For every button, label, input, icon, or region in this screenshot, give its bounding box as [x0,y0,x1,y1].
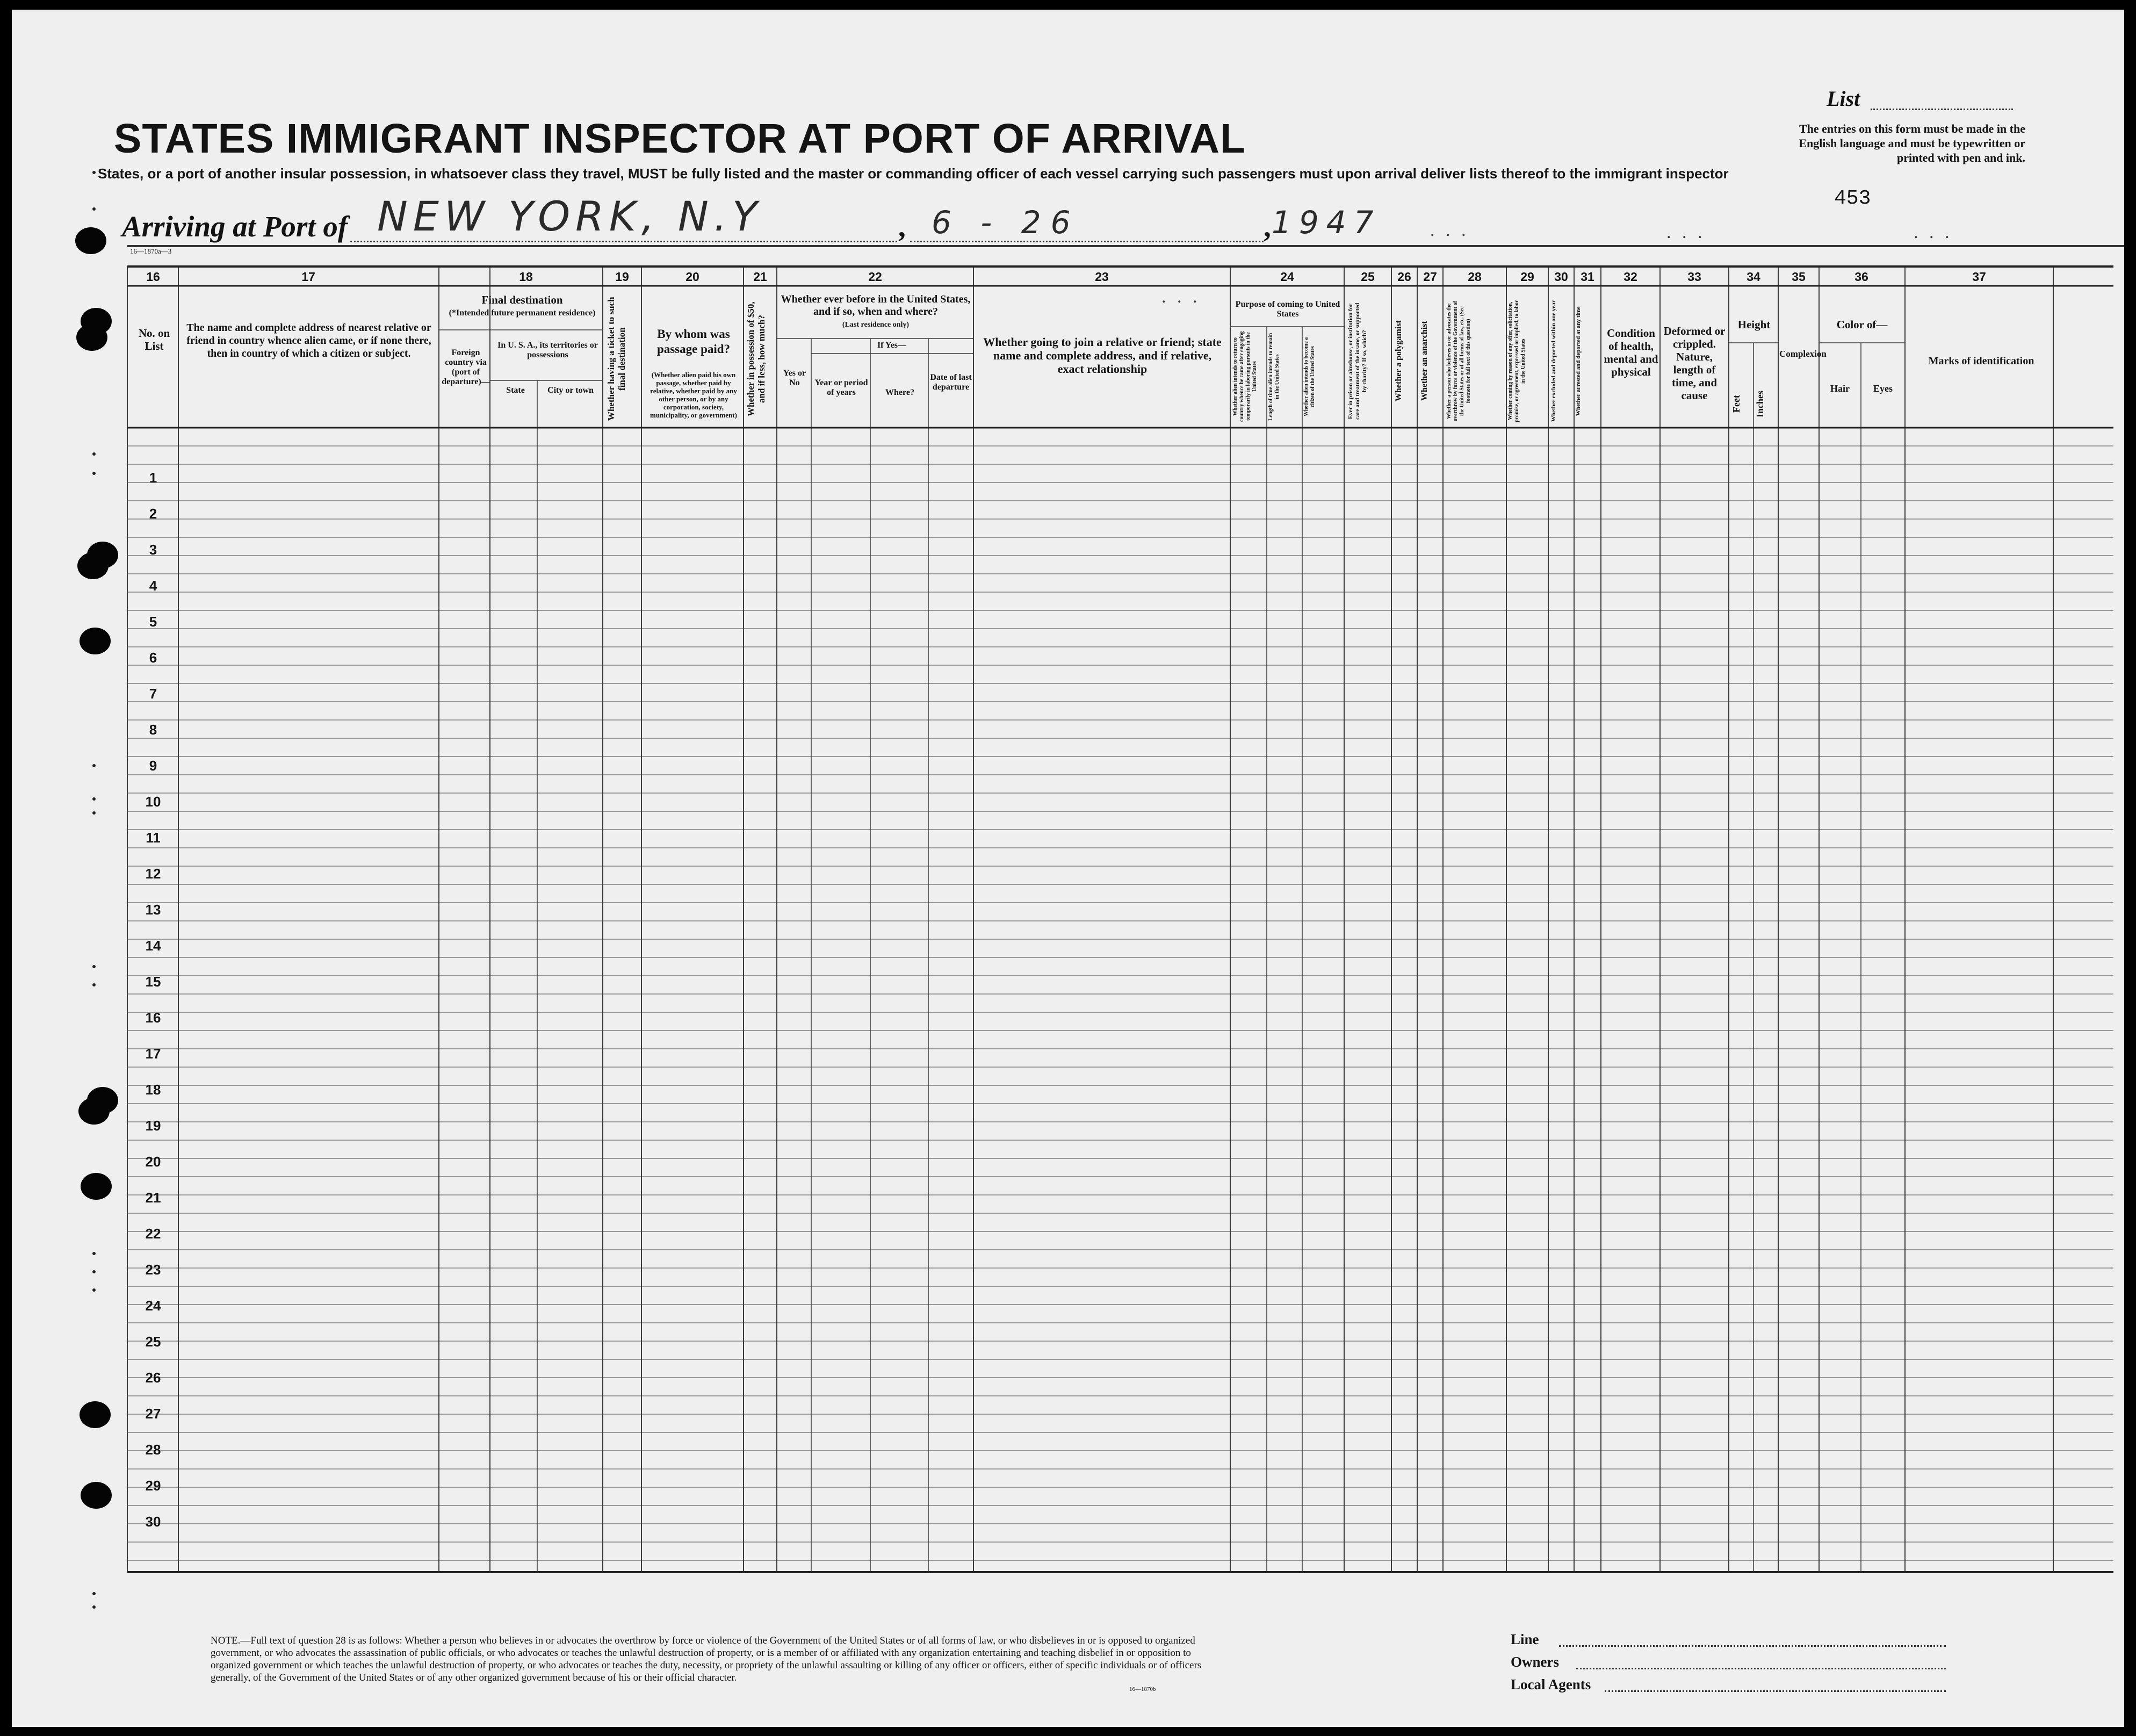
stray-marks: . . . [1666,222,1706,242]
column-number: 37 [1972,270,1986,284]
header-date-last-departure: Date of last departure [930,373,972,392]
header-nearest-relative: The name and complete address of nearest relative or friend in country whence alien came, or if none there, then in country of which a citizen or subject. [186,322,431,359]
column-number: 23 [1095,270,1109,284]
row-number: 19 [145,1118,161,1134]
manifest-grid [12,10,2124,1727]
header-polygamist: Whether a polygamist [1394,320,1403,402]
row-number: 11 [146,830,161,846]
header-before-in-us-note: (Last residence only) [842,321,910,329]
stray-marks: . . . [1914,222,1953,242]
header-passage-paid-note: (Whether alien paid his own passage, whether paid by relative, whether paid by any other person, or by any corporation, society, municipality, or government) [650,371,737,419]
binder-mark [92,965,96,968]
local-agents-label: Local Agents [1511,1676,1591,1692]
column-number: 20 [685,270,699,284]
header-labor-offer: Whether coming by reason of any offer, solicitation, promise, or agreement, expressed or implied, to labor in the United States [1507,300,1526,422]
owners-label: Owners [1511,1654,1559,1670]
binder-mark [92,1605,96,1609]
binder-mark [92,1270,96,1273]
column-number: 26 [1397,270,1411,284]
column-number: 34 [1747,270,1760,284]
binder-mark [92,764,96,767]
column-number: 19 [615,270,629,284]
header-final-destination: Final destination [481,293,563,306]
header-where: Where? [885,388,914,397]
column-number: 28 [1468,270,1482,284]
binder-mark [92,797,96,801]
row-number: 14 [145,938,161,954]
arrival-year-value: 1947 [1272,204,1381,241]
arriving-port-label: Arriving at Port of [122,210,348,243]
header-purpose-return: Whether alien intends to return to country whence he came after engaging temporarily in laboring pursuits in the United States [1232,331,1258,422]
column-number: 30 [1554,270,1568,284]
row-number: 4 [149,578,157,594]
row-number: 24 [145,1298,161,1314]
column-number: 16 [146,270,160,284]
binder-mark [92,452,96,456]
manifest-sheet [12,10,2124,1727]
row-number: 15 [145,974,161,990]
punch-hole [75,227,106,254]
arrival-date-value: 6 - 26 [932,204,1080,241]
header-eyes: Eyes [1873,383,1893,394]
row-number: 16 [145,1010,161,1026]
column-number: 25 [1361,270,1375,284]
column-number: 35 [1792,270,1806,284]
header-foreign-country: Foreign country via (port of departure)— [442,348,490,386]
owners-field[interactable] [1576,1668,1946,1669]
binder-mark [92,171,96,174]
punch-hole [81,1173,112,1200]
header-before-in-us: Whether ever before in the United States, and if so, when and where? [781,293,971,318]
header-purpose: Purpose of coming to United States [1235,300,1340,319]
header-prison: Ever in prison or almshouse, or institution for care and treatment of the insane, or supported by charity? If so, which? [1347,302,1368,420]
header-feet: Feet [1731,395,1742,413]
row-number: 23 [145,1262,161,1278]
binder-mark [92,1288,96,1292]
header-anarchist: Whether an anarchist [1420,321,1429,401]
page-title: STATES IMMIGRANT INSPECTOR AT PORT OF ARRIVAL [114,116,1246,162]
column-number: 32 [1623,270,1637,284]
binder-mark [92,1592,96,1595]
arriving-port-value: NEW YORK, N.Y [377,192,763,240]
row-number: 3 [149,542,157,558]
header-excluded-deported: Whether excluded and deported within one year [1550,300,1557,422]
header-purpose-length: Length of time alien intends to remain in the United States [1268,333,1280,421]
punch-hole [78,1098,110,1125]
form-number-bottom: 16—1870b [1129,1686,1156,1692]
punch-hole [77,552,109,579]
header-inches: Inches [1755,391,1765,418]
row-number: 22 [145,1226,161,1242]
column-number: 33 [1687,270,1701,284]
header-arrested-deported: Whether arrested and deported at any time [1575,306,1582,416]
column-number: 31 [1581,270,1594,284]
binder-mark [92,811,96,815]
form-number-top: 16—1870a—3 [130,247,172,255]
line-field[interactable] [1559,1645,1946,1647]
row-number: 26 [145,1370,161,1386]
header-yes-or-no: Yes or No [783,369,806,387]
header-deformed: Deformed or crippled. Nature, length of time, and cause [1663,325,1726,402]
stray-marks: . . . [1161,287,1201,307]
row-number: 9 [149,758,157,774]
header-health: Condition of health, mental and physical [1604,327,1658,378]
row-number: 7 [149,686,157,702]
header-purpose-citizen: Whether alien intends to become a citizen of the United States [1303,337,1316,416]
header-if-yes: If Yes— [877,341,907,350]
header-passage-paid: By whom was passage paid? [656,327,731,356]
column-number: 21 [753,270,767,284]
column-number: 36 [1854,270,1868,284]
row-number: 5 [149,614,157,630]
header-money: Whether in possession of $50, and if less, how much? [746,301,767,416]
local-agents-field[interactable] [1605,1690,1946,1692]
header-complexion: Complexion [1779,349,1827,359]
page-subtitle: States, or a port of another insular possession, in whatsoever class they travel, MUST be fully listed and the master or commanding officer of each vessel carrying such passengers must upon arrival deliver lists thereof to the immigrant inspector [98,165,1729,182]
column-number: 24 [1280,270,1294,284]
header-no-on-list: No. on List [138,327,170,352]
row-number: 25 [145,1334,161,1350]
header-join-relative: Whether going to join a relative or friend; state name and complete address, and if relative, exact relationship [983,335,1222,376]
stray-marks: . . . [1430,220,1469,240]
header-year-or-period: Year or period of years [814,378,868,397]
binder-mark [92,983,96,986]
row-number: 20 [145,1154,161,1170]
column-number: 29 [1520,270,1534,284]
row-number: 30 [145,1514,161,1530]
header-color-of: Color of— [1836,318,1888,331]
header-ticket: Whether having a ticket to such final destination [606,297,627,421]
header-hair: Hair [1830,383,1850,394]
punch-hole [76,324,107,351]
binder-mark [92,472,96,475]
header-final-destination-note: (*Intended future permanent residence) [449,308,596,318]
header-city-or-town: City or town [547,386,594,395]
column-number: 22 [868,270,882,284]
punch-hole [81,1482,112,1509]
binder-mark [92,207,96,211]
header-state: State [506,386,525,395]
list-label: List [1827,87,1860,111]
row-number: 18 [145,1082,161,1098]
column-number: 27 [1423,270,1437,284]
header-marks-of-identification: Marks of identification [1928,355,2034,367]
row-number: 1 [149,470,157,486]
line-label: Line [1511,1631,1539,1647]
row-number: 13 [145,902,161,918]
header-in-usa: In U. S. A., its territories or possessions [497,341,598,359]
header-height: Height [1737,318,1771,331]
row-number: 8 [149,722,157,738]
row-number: 10 [145,794,161,810]
list-number: 453 [1834,187,1871,210]
comma-separator: , [1264,210,1271,243]
row-number: 2 [149,506,157,522]
row-number: 12 [145,866,161,882]
column-number: 18 [519,270,533,284]
binder-mark [92,1252,96,1255]
punch-hole [80,1401,111,1428]
row-number: 6 [149,650,157,666]
footnote-question-28: NOTE.—Full text of question 28 is as follows: Whether a person who believes in or advocates the overthrow by force or violence of the Government of the United States or of all forms of law, or who disbelieves in or is opposed to organized government, or who advocates the assassination of public officials, or who advocates or teaches the unlawful destruction of property, or is a member of or affiliated with any organization entertaining and teaching disbelief in or opposition to organized government or which teaches the unlawful destruction of property, or who advocates or teaches the duty, necessity, or propriety of the unlawful assaulting or killing of any officer or officers, either of specific individuals or of officers generally, of the Government of the United States or of any other organized government because of his or their official character. [211,1635,1202,1683]
header-question-28: Whether a person who believes in or advocates the overthrow by force or violence of the Government of the United States or of all forms of law, etc. (See footnote for full text of this question) [1446,301,1471,421]
column-number: 17 [301,270,315,284]
row-number: 29 [145,1478,161,1494]
row-number: 28 [145,1442,161,1458]
row-number: 17 [145,1046,161,1062]
row-number: 21 [145,1190,161,1206]
comma-separator: , [898,210,906,243]
punch-hole [80,628,111,654]
form-instructions: The entries on this form must be made in the English language and must be typewritten or printed with pen and ink. [1799,122,2025,164]
row-number: 27 [145,1406,161,1422]
